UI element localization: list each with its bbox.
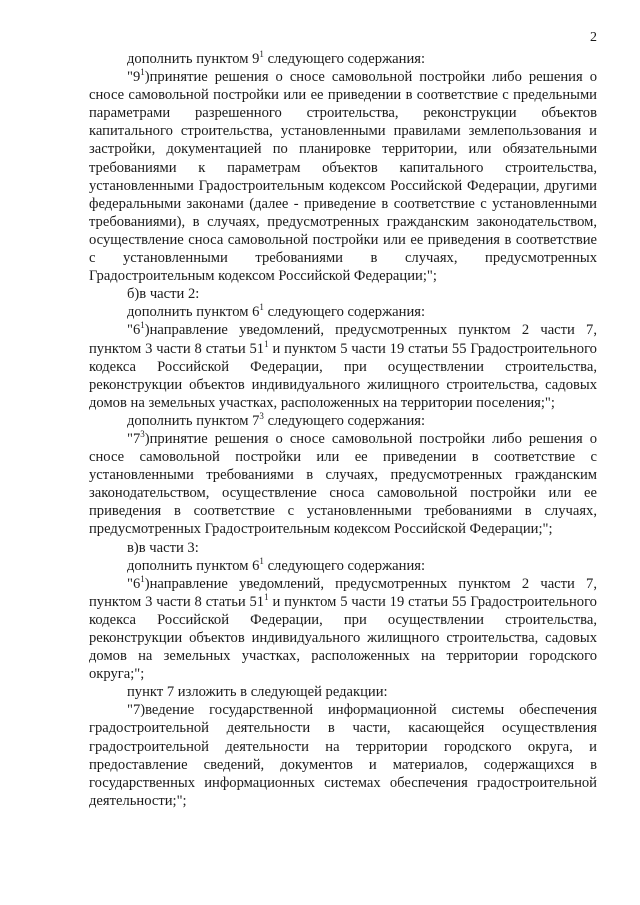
text-run: следующего содержания: [263,51,426,67]
text-run: следующего содержания: [263,557,426,574]
text-run: дополнить пунктом 6 [127,557,260,574]
superscript: 1 [264,338,269,349]
text-run: )принятие решения о сносе самовольной постройки либо решения о сносе самовольной постройки или ее приведении в соответствие с предельными параметрами разрешенного строительства, реконструкции объектов капитального строительства, установленными правилами землепользования и застройки, документацией по планировке территории, или обязательными требованиями к параметрам объектов капитального строительства, установленными Градостроительным кодексом Российской Федерации, другими федеральными законами (далее - приведение в соответствие с установленными требованиями), в случаях, предусмотренных гражданским законодательством, осуществление сноса самовольной постройки или ее приведения в соответствие с установленными требованиями в случаях, предусмотренных Градостроительным кодексом Российской Федерации;"; [89,69,597,285]
text-run: в)в части 3: [127,539,199,556]
paragraph-item-7-new-edition [89,683,597,701]
superscript: 1 [264,591,269,602]
text-run: "6 [127,322,141,339]
text-run: "6 [127,575,141,592]
superscript: 3 [140,428,145,439]
paragraph-add-item-9-1 [89,50,597,68]
paragraph-add-item-6-1-part-3 [89,557,597,575]
text-run: следующего содержания: [263,304,426,321]
paragraph-item-6-1-settlement [89,321,597,411]
superscript: 1 [259,302,264,313]
text-run: "7 [127,430,141,447]
superscript: 1 [140,67,145,78]
paragraph-item-6-1-city-district [89,575,597,684]
text-run: "9 [127,69,141,86]
paragraph-add-item-6-1 [89,303,597,321]
superscript: 1 [259,555,264,566]
text-run: пункт 7 изложить в следующей редакции: [127,684,388,701]
text-run: дополнить пунктом 7 [127,412,260,429]
superscript: 1 [259,49,264,59]
superscript: 1 [140,573,145,584]
page-number: 2 [590,30,597,45]
text-run: дополнить пунктом 6 [127,304,260,321]
paragraph-add-item-7-3 [89,412,597,430]
text-run: б)в части 2: [127,286,200,303]
superscript: 3 [259,410,264,421]
paragraph-part-2-heading [89,285,597,303]
text-run: )направление уведомлений, предусмотренных пунктом 2 части 7, пунктом 3 части 8 статьи 51 [89,322,597,357]
text-run: )принятие решения о сносе самовольной постройки либо решения о сносе самовольной постройки или ее приведении в соответствие с установленными требованиями в случаях, предусмотренных гражданским законодательством, осуществление сноса самовольной постройки или ее приведения в соответствие с установленными требованиями в случаях, предусмотренных Градостроительным кодексом Российской Федерации;"; [89,430,597,538]
text-run: и пунктом 5 части 19 статьи 55 Градостроительного кодекса Российской Федерации, при осуществлении строительства, реконструкции объектов индивидуального жилищного строительства, садовых домов на земельных участках, расположенных на территории городского округа;"; [89,593,597,683]
superscript: 1 [140,320,145,331]
text-run: )направление уведомлений, предусмотренных пунктом 2 части 7, пунктом 3 части 8 статьи 51 [89,575,597,610]
paragraph-item-9-1-text [89,68,597,285]
text-run: и пунктом 5 части 19 статьи 55 Градостроительного кодекса Российской Федерации, при осуществлении строительства, реконструкции объектов индивидуального жилищного строительства, садовых домов на земельных участках, расположенных на территории поселения;"; [89,340,597,411]
paragraph-item-7-text [89,701,597,810]
paragraph-item-7-3-text [89,430,597,539]
text-run: дополнить пунктом 9 [127,51,260,67]
text-run: следующего содержания: [263,412,426,429]
paragraph-part-3-heading [89,539,597,557]
text-run: "7)ведение государственной информационной системы обеспечения градостроительной деятельности в части, касающейся осуществления градостроительной деятельности на территории городского округа, и предоставление сведений, документов и материалов, содержащихся в государственных информационных системах обеспечения градостроительной деятельности;"; [89,702,597,809]
